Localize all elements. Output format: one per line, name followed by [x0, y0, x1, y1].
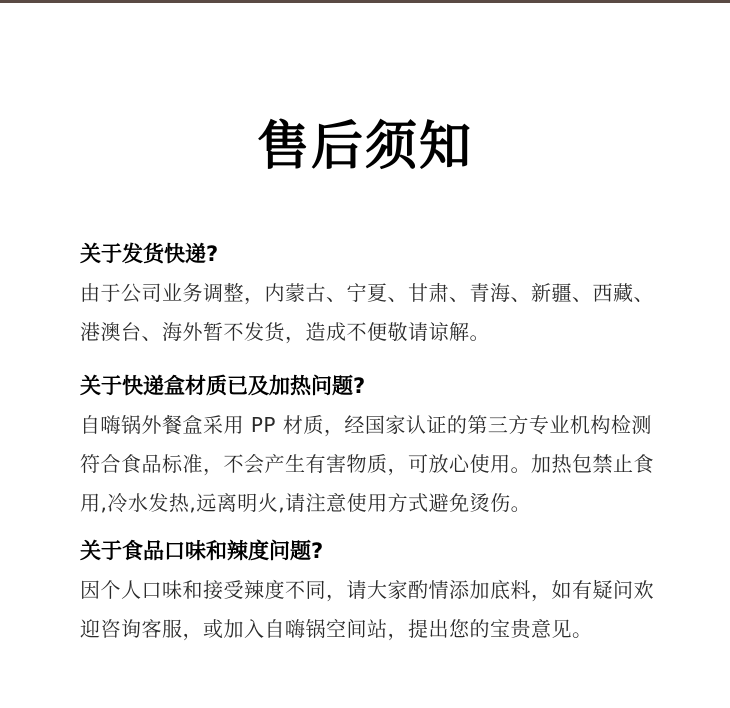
section-heading: 关于食品口味和辣度问题?: [80, 539, 324, 563]
section-body: 因个人口味和接受辣度不同，请大家酌情添加底料，如有疑问欢迎咨询客服，或加入自嗨锅空间站，提出您的宝贵意见。: [80, 578, 654, 641]
section-heading: 关于快递盒材质已及加热问题?: [80, 374, 366, 398]
section-heading: 关于发货快递?: [80, 242, 219, 266]
top-divider: [0, 0, 730, 3]
section-body: 自嗨锅外餐盒采用 PP 材质，经国家认证的第三方专业机构检测符合食品标准，不会产生有害物质，可放心使用。加热包禁止食用,冷水发热,远离明火,请注意使用方式避免烫伤。: [80, 413, 654, 515]
page-title: 售后须知: [256, 117, 473, 177]
section-packaging-heating: [80, 370, 670, 523]
section-shipping: [80, 238, 670, 352]
section-flavor-spiciness: [80, 535, 670, 649]
section-body: 由于公司业务调整，内蒙古、宁夏、甘肃、青海、新疆、西藏、港澳台、海外暂不发货，造成不便敬请谅解。: [80, 281, 654, 344]
